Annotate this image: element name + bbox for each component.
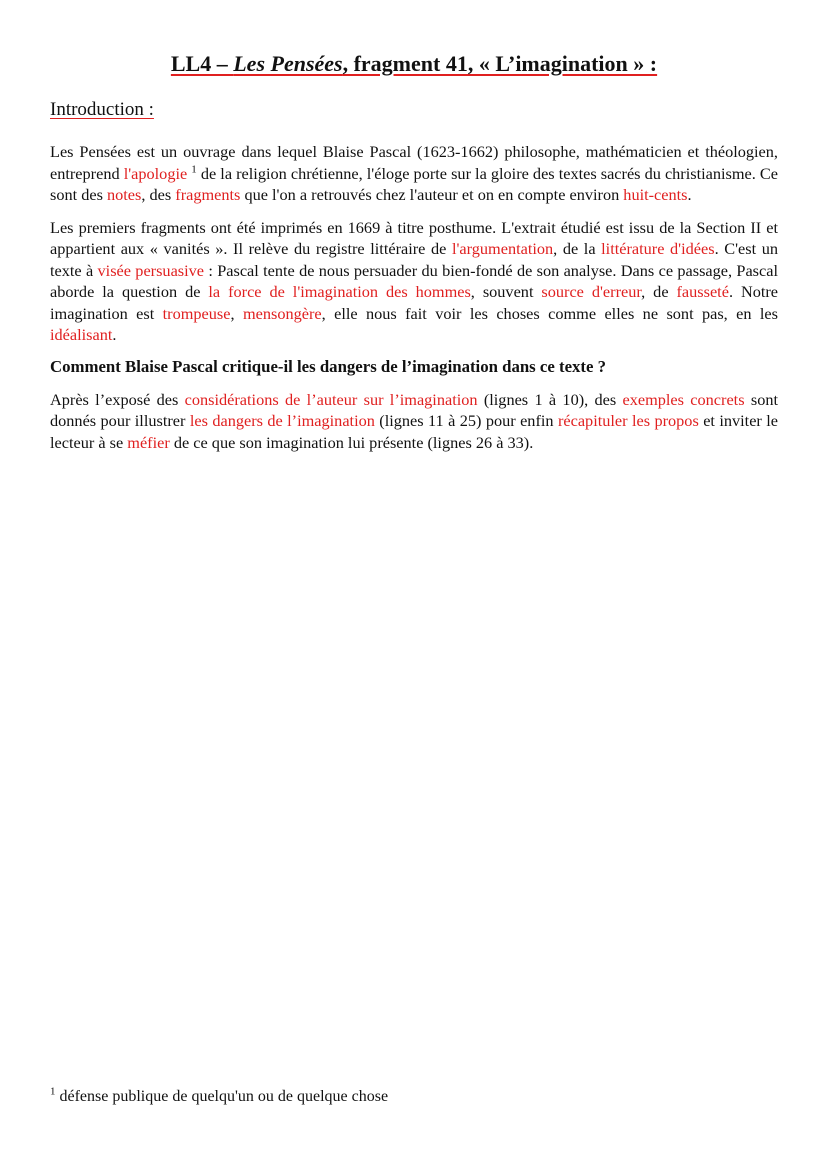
paragraph-1: Les Pensées est un ouvrage dans lequel Blaise Pascal (1623-1662) philosophe, mathématicien et théologien, entreprend l'apologie $^1$ de la religion chrétienne, l'éloge porte sur la gloire des textes sacrés du christianisme. Ce sont des notes, des fragments que l'on a retrouvés chez l'auteur et on en compte environ huit-cents.	[50, 142, 778, 204]
title-code: LL4 –	[170, 51, 234, 76]
footnote-reference: 1	[191, 163, 197, 176]
highlight-visee: visée persuasive	[97, 260, 205, 280]
highlight-argumentation: l'argumentation	[451, 239, 554, 258]
title-work: Les Pensées	[233, 51, 343, 76]
highlight-notes: notes	[106, 185, 142, 204]
highlight-trompeuse: trompeuse	[162, 303, 231, 323]
highlight-litterature: littérature d'idées	[601, 239, 715, 258]
highlight-huit-cents: huit-cents	[623, 185, 688, 204]
highlight-idealisant: idéalisant	[50, 325, 113, 344]
page-title	[50, 50, 778, 78]
footnote-number: 1	[50, 1085, 56, 1098]
document-page	[50, 50, 778, 453]
highlight-apologie: l'apologie	[123, 163, 188, 183]
footnote	[50, 1086, 778, 1108]
highlight-exemples: exemples concrets	[622, 389, 745, 409]
highlight-recapituler: récapituler les propos	[557, 411, 699, 430]
highlight-source: source d'erreur	[541, 282, 642, 301]
highlight-dangers: les dangers de l’imagination	[189, 411, 375, 430]
problematic-question: Comment Blaise Pascal critique-il les dangers de l’imagination dans ce texte ?	[50, 356, 607, 376]
highlight-force: la force de l'imagination des hommes	[208, 282, 471, 301]
footnote-text: défense publique de quelqu'un ou de quelque chose	[55, 1088, 389, 1105]
highlight-mensongere: mensongère	[242, 303, 322, 323]
highlight-fragments: fragments	[175, 185, 241, 204]
highlight-mefier: méfier	[127, 432, 170, 452]
title-rest: , fragment 41, « L’imagination » :	[342, 51, 658, 76]
highlight-faussete: fausseté	[676, 282, 729, 301]
paragraph-3: Après l’exposé des considérations de l’auteur sur l’imagination (lignes 1 à 10), des exemples concrets sont donnés pour illustrer les dangers de l’imagination (lignes 11 à 25) pour enfin récapituler les propos et inviter le lecteur à se méfier de ce que son imagination lui présente (lignes 26 à 33).	[50, 389, 779, 452]
paragraph-2: Les premiers fragments ont été imprimés en 1669 à titre posthume. L'extrait étudié est issu de la Section II et appartient aux « vanités ». Il relève du registre littéraire de l'argumentation, de la littérature d'idées. C'est un texte à visée persuasive : Pascal tente de nous persuader du bien-fondé de son analyse. Dans ce passage, Pascal aborde la question de la force de l'imagination des hommes, souvent source d'erreur, de fausseté. Notre imagination est trompeuse, mensongère, elle nous fait voir les choses comme elles ne sont pas, en les idéalisant.	[50, 217, 779, 344]
highlight-considerations: considérations de l’auteur sur l’imagination	[184, 389, 478, 409]
introduction-heading: Introduction :	[50, 99, 154, 120]
